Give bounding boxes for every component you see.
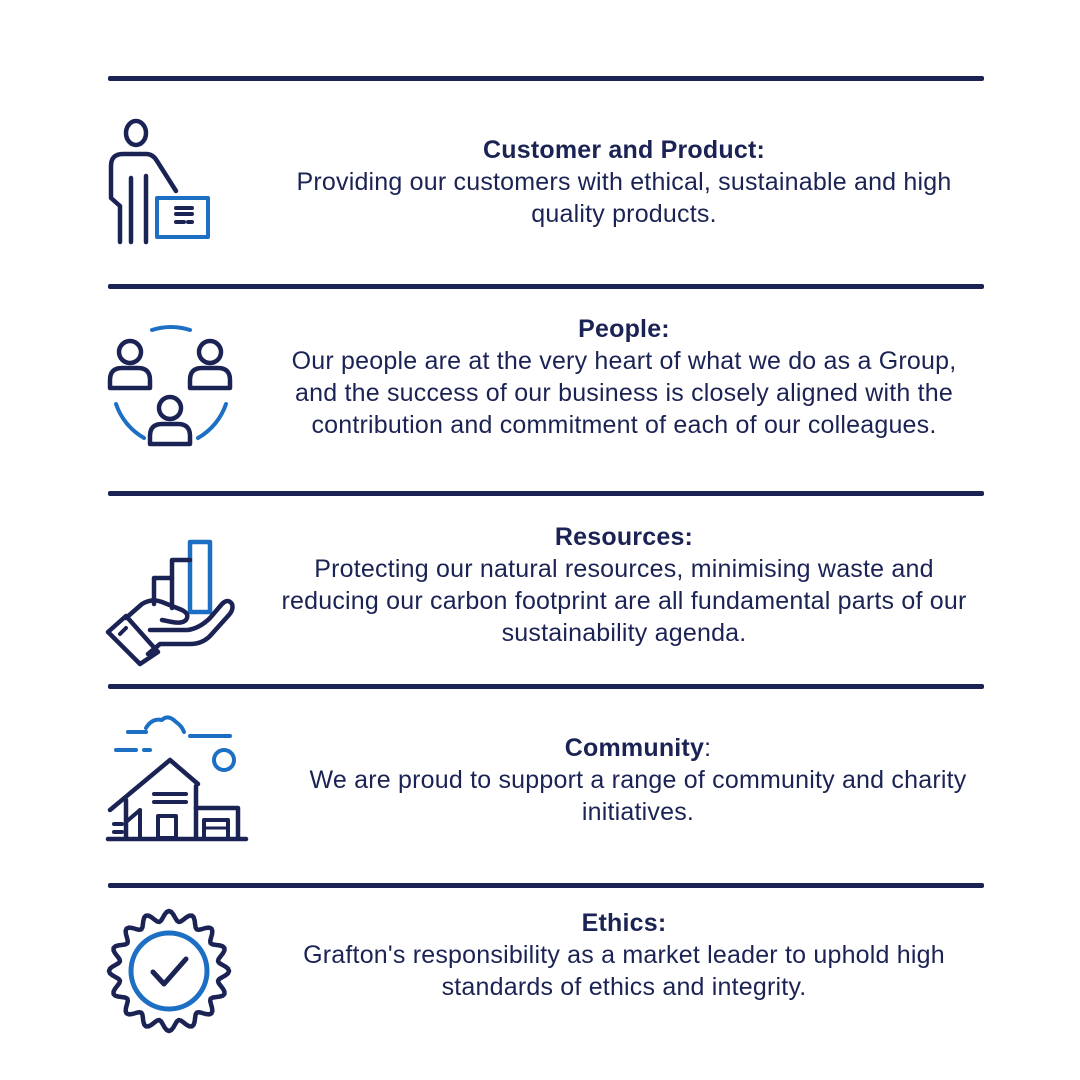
divider-1 [108,76,984,81]
section-title: Customer and Product: [483,136,765,164]
section-title-colon: : [704,734,712,762]
ethics-badge-check-icon [104,906,234,1036]
section-title: Ethics: [581,909,667,937]
section-body: We are proud to support a range of community and charity initiatives. [309,766,967,826]
section-body: Protecting our natural resources, minimising waste and reducing our carbon footprint are all fundamental parts of our sustainability agenda. [281,555,967,647]
section-title: Resources: [554,523,694,551]
divider-4 [108,684,984,689]
section-text [276,521,972,649]
section-body: Providing our customers with ethical, sustainable and high quality products. [296,168,952,228]
section-title [290,732,986,764]
divider-5 [108,883,984,888]
section-text [290,732,986,828]
section-text [276,907,972,1003]
section-text [276,134,972,230]
section-title-label: Community [564,734,705,762]
house-community-icon [106,714,248,844]
person-presenting-box-icon [106,118,214,246]
section-text [276,313,972,441]
people-circle-icon [106,324,234,452]
section-body: Grafton's responsibility as a market leader to uphold high standards of ethics and integrity. [303,941,945,1001]
divider-2 [108,284,984,289]
divider-3 [108,491,984,496]
hand-bar-chart-icon [106,538,234,666]
section-title: People: [578,315,670,343]
section-body: Our people are at the very heart of what we do as a Group, and the success of our business is closely aligned with the contribution and commitment of each of our colleagues. [291,347,957,439]
